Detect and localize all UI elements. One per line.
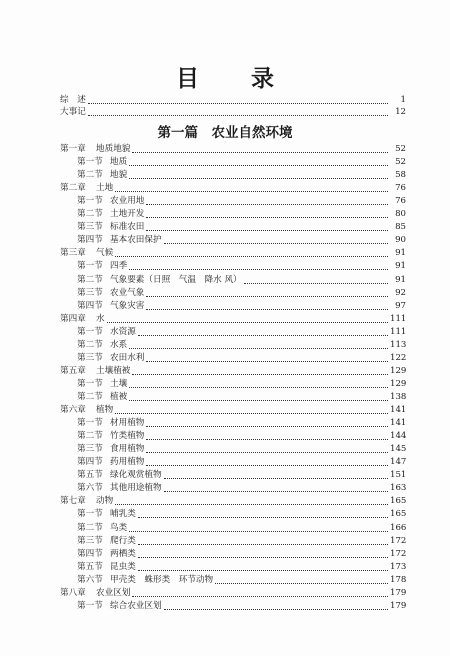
toc-entry-title: 基本农田保护 (110, 235, 162, 246)
section-label: 第三节 (77, 287, 103, 298)
section-label: 第二节 (77, 170, 103, 181)
chapter-label: 第八章 (60, 587, 86, 598)
toc-leader-dots (146, 229, 388, 231)
toc-section-row (77, 391, 406, 403)
toc-leader-dots (146, 216, 388, 218)
toc-page-number: 111 (390, 326, 407, 337)
toc-entry-title: 综合农业区划 (110, 600, 162, 611)
toc-entry-title: 两栖类 (110, 548, 136, 559)
toc-chapter-row (60, 247, 406, 259)
toc-leader-dots (146, 425, 388, 427)
toc-entry-title: 土壤 (110, 378, 128, 389)
toc-chapter-row (60, 587, 406, 599)
section-label: 第四节 (77, 457, 103, 468)
toc-entry-title: 甲壳类 蛛形类 环节动物 (110, 574, 214, 585)
toc-page-number: 163 (390, 483, 407, 494)
toc-page-number: 80 (395, 209, 406, 220)
toc-page-number: 92 (395, 287, 406, 298)
toc-leader-dots (164, 608, 388, 610)
toc-entry-title: 农业用地 (110, 196, 145, 207)
toc-page-number: 85 (395, 222, 406, 233)
toc-chapter-row (60, 495, 406, 507)
toc-section-row (77, 482, 406, 494)
toc-leader-dots (146, 451, 388, 453)
toc-leader-dots (146, 295, 388, 297)
chapter-label: 第三章 (60, 248, 86, 259)
section-label: 第六节 (77, 574, 103, 585)
toc-section-row (77, 600, 406, 612)
toc-page-number: 52 (395, 157, 406, 168)
toc-page-number: 111 (390, 313, 407, 324)
toc-section-row (77, 548, 406, 560)
toc-chapter-row (60, 365, 406, 377)
toc-leader-dots (138, 334, 388, 336)
section-label: 第五节 (77, 470, 103, 481)
toc-leader-dots (138, 569, 388, 571)
toc-page-number: 91 (395, 274, 406, 285)
toc-section-row (77, 456, 406, 468)
toc-section-row (77, 574, 406, 586)
toc-section-row (77, 535, 406, 547)
toc-entry-title: 农业气象 (110, 287, 145, 298)
toc-section-row (77, 274, 406, 286)
toc-leader-dots (88, 102, 388, 104)
toc-entry-title: 水系 (110, 339, 128, 350)
section-label: 第一节 (77, 196, 103, 207)
toc-page-number: 165 (390, 496, 407, 507)
section-label: 第四节 (77, 235, 103, 246)
toc-leader-dots (115, 190, 388, 192)
toc-entry-title: 食用植物 (110, 444, 145, 455)
toc-leader-dots (146, 308, 388, 310)
toc-front-row (60, 106, 406, 118)
toc-entry-title: 植物 (96, 405, 114, 415)
toc-leader-dots (115, 412, 388, 414)
chapter-label: 第二章 (60, 183, 86, 194)
section-label: 第二节 (77, 392, 103, 402)
toc-leader-dots (164, 477, 388, 479)
toc-leader-dots (88, 114, 388, 116)
toc-chapter-row (60, 143, 406, 155)
section-label: 第一节 (77, 326, 103, 337)
chapter-label: 第七章 (60, 496, 86, 507)
toc-section-row (77, 469, 406, 481)
toc-leader-dots (129, 347, 388, 349)
toc-page-number: 90 (395, 235, 406, 246)
page-title: 目 录 (175, 65, 296, 92)
toc-leader-dots (132, 373, 388, 375)
toc-page-number: 178 (390, 574, 407, 585)
toc-entry-title: 标准农田 (110, 222, 145, 233)
toc-leader-dots (115, 503, 388, 505)
section-label: 第二节 (77, 431, 103, 442)
toc-page-number: 129 (390, 378, 407, 389)
toc-page-number: 122 (390, 352, 407, 363)
toc-page-number: 165 (390, 509, 407, 520)
toc-entry-title: 地质 (110, 157, 128, 168)
chapter-label: 第一章 (60, 144, 86, 154)
toc-leader-dots (132, 595, 388, 597)
toc-leader-dots (129, 268, 388, 270)
toc-page-number: 147 (390, 457, 407, 468)
part-title: 第一篇 农业自然环境 (157, 125, 293, 141)
toc-entry-title: 地质地貌 (96, 144, 131, 154)
section-label: 第二节 (77, 274, 103, 285)
toc-entry-title: 昆虫类 (110, 561, 136, 572)
toc-section-row (77, 195, 406, 207)
section-label: 第一节 (77, 261, 103, 272)
toc-leader-dots (132, 151, 388, 153)
toc-page-number: 113 (390, 339, 407, 350)
toc-entry-title: 爬行类 (110, 535, 136, 546)
toc-entry-title: 土地 (96, 183, 114, 194)
toc-leader-dots (129, 164, 388, 166)
toc-page-number: 172 (390, 548, 407, 559)
toc-leader-dots (129, 386, 388, 388)
toc-section-row (77, 352, 406, 364)
section-label: 第二节 (77, 209, 103, 220)
toc-section-row (77, 508, 406, 520)
toc-entry-title: 植被 (110, 392, 128, 402)
section-label: 第二节 (77, 522, 103, 533)
toc-leader-dots (129, 530, 388, 532)
chapter-label: 第六章 (60, 405, 86, 415)
toc-page-number: 141 (390, 405, 407, 415)
toc-entry-title: 动物 (96, 496, 114, 507)
section-label: 第三节 (77, 535, 103, 546)
toc-entry-title: 材用植物 (110, 418, 145, 429)
toc-page-number: 97 (395, 300, 406, 311)
toc-entry-title: 气候 (96, 248, 114, 259)
toc-leader-dots (115, 255, 388, 257)
toc-chapter-row (60, 313, 406, 325)
toc-leader-dots (129, 399, 388, 401)
toc-section-row (77, 326, 406, 338)
toc-section-row (77, 208, 406, 220)
section-label: 第四节 (77, 548, 103, 559)
toc-page-number: 76 (395, 183, 406, 194)
section-label: 第一节 (77, 378, 103, 389)
toc-entry-title: 其他用途植物 (110, 483, 162, 494)
toc-page-number: 151 (390, 470, 407, 481)
toc-section-row (77, 417, 406, 429)
toc-section-row (77, 339, 406, 351)
section-label: 第四节 (77, 300, 103, 311)
toc-entry-title: 药用植物 (110, 457, 145, 468)
section-label: 第三节 (77, 352, 103, 363)
toc-leader-dots (138, 543, 388, 545)
toc-chapter-row (60, 182, 406, 194)
toc-section-row (77, 561, 406, 573)
toc-entry-title: 哺乳类 (110, 509, 136, 520)
section-label: 第一节 (77, 600, 103, 611)
toc-entry-title: 综 述 (60, 95, 86, 105)
toc-leader-dots (138, 516, 388, 518)
toc-page-number: 145 (390, 444, 407, 455)
toc-entry-title: 农业区划 (96, 587, 131, 598)
toc-leader-dots (146, 203, 388, 205)
toc-page-number: 141 (390, 418, 407, 429)
section-label: 第一节 (77, 418, 103, 429)
chapter-label: 第四章 (60, 313, 86, 324)
toc-page-number: 138 (390, 392, 407, 402)
toc-leader-dots (146, 360, 388, 362)
toc-leader-dots (164, 490, 388, 492)
toc-page-number: 172 (390, 535, 407, 546)
toc-entry-title: 四季 (110, 261, 128, 272)
toc-section-row (77, 522, 406, 534)
toc-section-row (77, 443, 406, 455)
toc-section-row (77, 234, 406, 246)
toc-section-row (77, 430, 406, 442)
toc-entry-title: 土地开发 (110, 209, 145, 220)
toc-section-row (77, 260, 406, 272)
toc-page-number: 91 (395, 261, 406, 272)
toc-leader-dots (138, 556, 388, 558)
toc-leader-dots (146, 438, 388, 440)
section-label: 第五节 (77, 561, 103, 572)
toc-page-number: 58 (395, 170, 406, 181)
chapter-label: 第五章 (60, 365, 86, 376)
toc-section-row (77, 169, 406, 181)
toc-entry-title: 大事记 (60, 107, 86, 117)
section-label: 第六节 (77, 483, 103, 494)
toc-leader-dots (215, 582, 388, 584)
toc-section-row (77, 156, 406, 168)
toc-section-row (77, 287, 406, 299)
toc-page-number: 129 (390, 365, 407, 376)
toc-leader-dots (244, 282, 388, 284)
toc-entry-title: 水资源 (110, 326, 136, 337)
toc-entry-title: 水 (96, 313, 105, 324)
toc-entry-title: 土壤植被 (96, 365, 131, 376)
toc-leader-dots (146, 464, 388, 466)
toc-front-row (60, 94, 406, 106)
toc-leader-dots (164, 242, 388, 244)
toc-page-number: 179 (390, 600, 407, 611)
toc-entry-title: 地貌 (110, 170, 128, 181)
toc-section-row (77, 378, 406, 390)
toc-leader-dots (129, 177, 388, 179)
toc-page-number: 144 (390, 431, 407, 442)
section-label: 第一节 (77, 157, 103, 168)
toc-section-row (77, 221, 406, 233)
toc-page-number: 91 (395, 248, 406, 259)
toc-entry-title: 鸟类 (110, 522, 128, 533)
toc-section-row (77, 300, 406, 312)
section-label: 第三节 (77, 222, 103, 233)
toc-page-number: 76 (395, 196, 406, 207)
toc-entry-title: 农田水利 (110, 352, 145, 363)
toc-page-number: 179 (390, 587, 407, 598)
toc-page-number: 166 (390, 522, 407, 533)
toc-leader-dots (107, 321, 388, 323)
toc-page-number: 52 (395, 144, 406, 154)
section-label: 第一节 (77, 509, 103, 520)
toc-page-number: 1 (400, 95, 406, 105)
toc-entry-title: 气象灾害 (110, 300, 145, 311)
toc-page-number: 12 (395, 107, 406, 117)
section-label: 第三节 (77, 444, 103, 455)
toc-entry-title: 绿化观赏植物 (110, 470, 162, 481)
toc-chapter-row (60, 404, 406, 416)
section-label: 第二节 (77, 339, 103, 350)
toc-entry-title: 气象要素（日照 气温 降水 风） (110, 274, 242, 285)
toc-page-number: 173 (390, 561, 407, 572)
toc-entry-title: 竹类植物 (110, 431, 145, 442)
